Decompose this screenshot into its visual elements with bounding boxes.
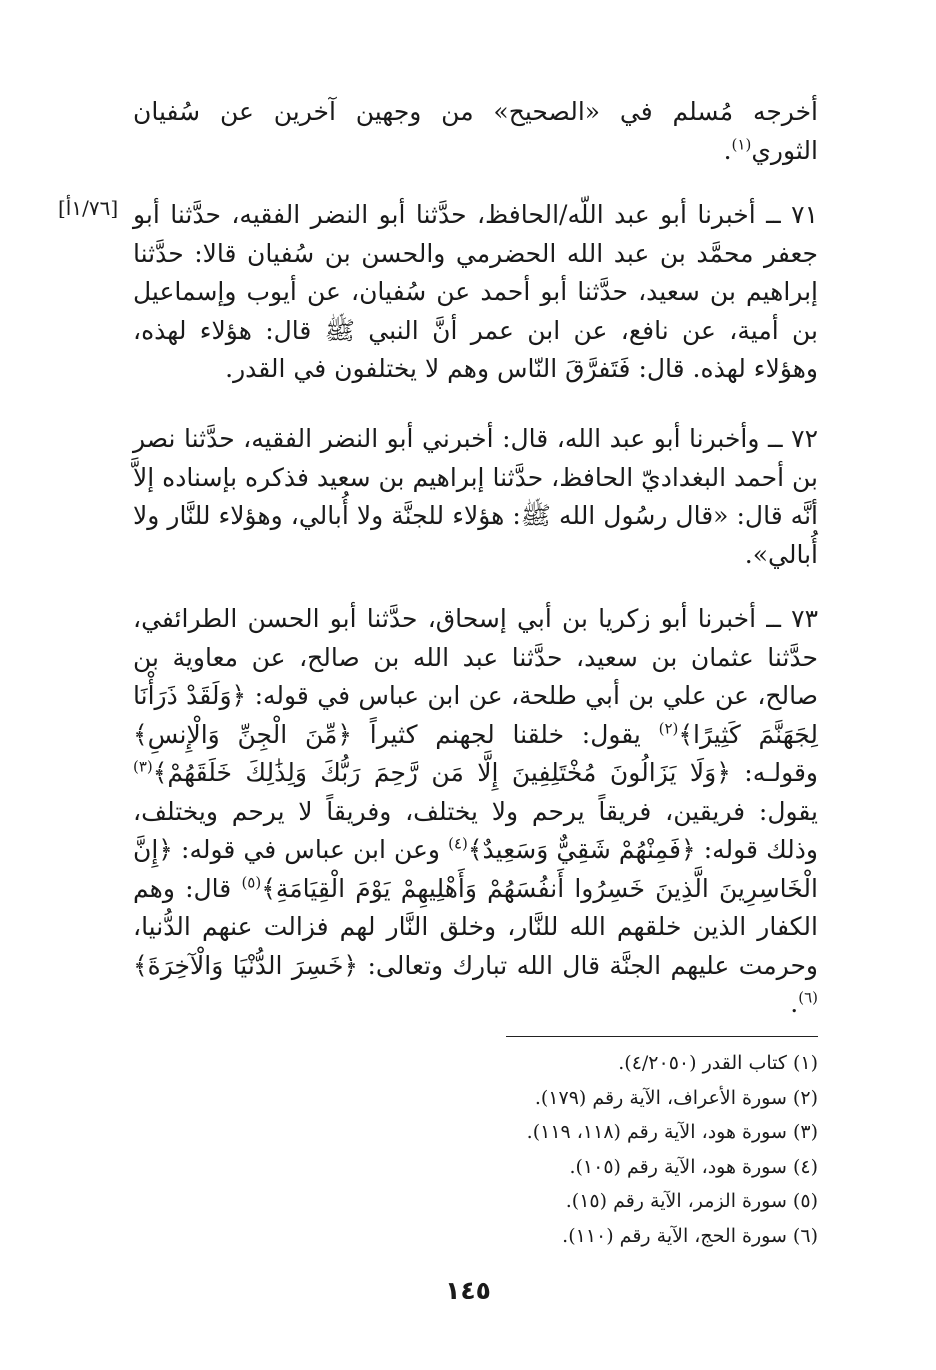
hadith-73	[133, 600, 818, 1024]
intro-end: .	[723, 135, 732, 165]
page-number: ١٤٥	[445, 1276, 491, 1305]
text-segment: وقولـه:	[730, 758, 819, 787]
footnote-ref: (٦)	[798, 988, 818, 1007]
quran-verse: ﴿وَلَقَدْ ذَرَأْنَا لِجَهَنَّمَ كَثِيرًا﴾	[133, 681, 818, 749]
quran-verse: ﴿وَلَا يَزَالُونَ مُخْتَلِفِينَ إِلَّا مَن رَّحِمَ رَبُّكَ وَلِذَٰلِكَ خَلَقَهُمْ﴾	[152, 758, 731, 787]
quran-verse: ﴿فَمِنْهُمْ شَقِيٌّ وَسَعِيدٌ﴾	[467, 835, 696, 864]
quran-verse: ﴿خَسِرَ الدُّنْيَا وَالْآخِرَةَ﴾	[133, 950, 359, 980]
text-segment: قال: وهم الكفار الذين خلقهم الله للنَّار، وخلق النَّار لهم فزالت عنهم الدُّنيا، وحرمت عليهم الجنَّة قال الله تبارك وتعالى:	[133, 873, 819, 980]
footnote-ref: (٣)	[133, 757, 153, 776]
paragraph-73	[133, 600, 818, 1024]
footnote-item: (٦) سورة الحج، الآية رقم (١١٠).	[562, 1224, 818, 1247]
text-segment: وعن ابن عباس في قوله:	[172, 835, 449, 864]
manuscript-folio-reference: [١/٧٦أ]	[58, 196, 119, 220]
paragraph-71: ٧١ ــ أخبرنا أبو عبد اللّه/الحافظ، حدَّثنا أبو النضر الفقيه، حدَّثنا أبو جعفر محمَّد بن عبد الله الحضرمي والحسن بن سُفيان قالا: حدَّثنا إبراهيم بن سعيد، حدَّثنا أبو أحمد عن سُفيان، عن أيوب وإسماعيل بن أمية، عن نافع، عن ابن عمر أنَّ النبي ﷺ قال: هؤلاء لهذه، وهؤلاء لهذه. قال: فَتَفرَّقَ النّاس وهم لا يختلفون في القدر.	[133, 200, 818, 383]
intro-text: أخرجه مُسلم في «الصحيح» من وجهين آخرين عن سُفيان الثوري	[133, 97, 818, 165]
text-segment: يقول: خلقنا لجهنم كثيراً	[352, 719, 659, 749]
quran-verse: ﴿مِّنَ الْجِنِّ وَالْإِنسِ﴾	[133, 719, 353, 749]
footnote-item: (٢) سورة الأعراف، الآية رقم (١٧٩).	[534, 1086, 818, 1109]
footnote-item: (١) كتاب القدر (٤/٢٠٥٠).	[618, 1052, 818, 1074]
text-segment: .	[790, 989, 799, 1018]
main-text	[133, 93, 818, 170]
footnote-ref: (٥)	[241, 873, 262, 892]
hadith-72	[133, 420, 818, 574]
footnote-ref: (١)	[731, 135, 752, 154]
text-segment: يقول: فريقين، فريقاً يرحم ولا يختلف، وفريقاً لا يرحم ويختلف، وذلك قوله:	[133, 796, 818, 864]
text-segment: ٧٣ ــ أخبرنا أبو زكريا بن أبي إسحاق، حدَّثنا أبو الحسن الطرائفي، حدَّثنا عثمان بن سعيد، حدَّثنا عبد الله بن صالح، عن معاوية بن صالح، عن علي بن أبي طلحة، عن ابن عباس في قوله:	[133, 604, 818, 710]
footnotes	[133, 1046, 818, 1253]
hadith-71	[133, 196, 818, 389]
paragraph-72: ٧٢ ــ وأخبرنا أبو عبد الله، قال: أخبرني أبو النضر الفقيه، حدَّثنا نصر بن أحمد البغداديّ الحافظ، حدَّثنا إبراهيم بن سعيد فذكره بإسناده إلاَّ أنَّه قال: «قال رسُول الله ﷺ: هؤلاء للجنَّة ولا أُبالي، وهؤلاء للنَّار ولا أُبالي».	[133, 424, 818, 569]
footnote-item: (٤) سورة هود، الآية رقم (١٠٥).	[569, 1155, 818, 1178]
footnote-item: (٥) سورة الزمر، الآية رقم (١٥).	[565, 1190, 818, 1212]
footnote-ref: (٤)	[448, 834, 468, 853]
footnote-ref: (٢)	[658, 719, 679, 738]
quran-verse: ﴿إِنَّ الْخَاسِرِينَ الَّذِينَ خَسِرُوا أَنفُسَهُمْ وَأَهْلِيهِمْ يَوْمَ الْقِيَامَةِ﴾	[133, 835, 818, 903]
footnote-divider	[506, 1036, 818, 1037]
footnote-item: (٣) سورة هود، الآية رقم (١١٨، ١١٩).	[526, 1121, 818, 1143]
paragraph-intro	[133, 93, 818, 170]
